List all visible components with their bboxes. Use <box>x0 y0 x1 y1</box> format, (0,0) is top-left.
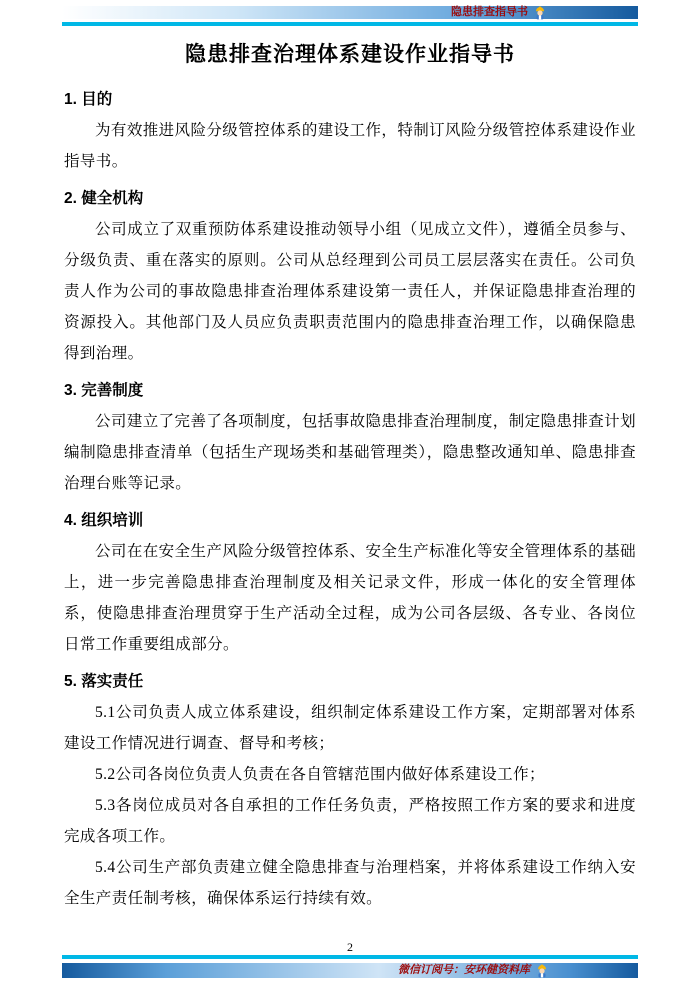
worker-icon <box>536 964 548 978</box>
paragraph: 5.1公司负责人成立体系建设，组织制定体系建设工作方案，定期部署对体系建设工作情况进行调查、督导和考核； <box>64 704 636 752</box>
paragraph: 公司在在安全生产风险分级管控体系、安全生产标准化等安全管理体系的基础上，进一步完善隐患排查治理制度及相关记录文件，形成一体化的安全管理体系，使隐患排查治理贯穿于生产活动全过程，成为公司各层级、各专业、各岗位日常工作重要组成部分。 <box>64 543 636 653</box>
paragraph: 为有效推进风险分级管控体系的建设工作，特制订风险分级管控体系建设作业指导书。 <box>64 122 636 170</box>
section-heading-responsibility: 5. 落实责任 <box>64 673 144 690</box>
footer-stripe <box>62 955 638 959</box>
paragraph: 公司成立了双重预防体系建设推动领导小组（见成立文件），遵循全员参与、分级负责、重在落实的原则。公司从总经理到公司员工层层落实在责任。公司负责人作为公司的事故隐患排查治理体系建设第一责任人，并保证隐患排查治理的资源投入。其他部门及人员应负责职责范围内的隐患排查治理工作，以确保隐患得到治理。 <box>64 221 636 362</box>
page-number: 2 <box>347 940 353 954</box>
footer-banner <box>62 963 638 978</box>
section-heading-organization: 2. 健全机构 <box>64 190 144 207</box>
section-heading-system: 3. 完善制度 <box>64 382 144 399</box>
footer-banner-text: 微信订阅号：安环健资料库 <box>398 964 530 976</box>
section-heading-training: 4. 组织培训 <box>64 512 144 529</box>
worker-icon <box>534 6 546 20</box>
paragraph: 5.2公司各岗位负责人负责在各自管辖范围内做好体系建设工作； <box>95 766 545 783</box>
header-banner-text: 隐患排查指导书 <box>451 6 528 18</box>
paragraph: 公司建立了完善了各项制度，包括事故隐患排查治理制度，制定隐患排查计划编制隐患排查清单（包括生产现场类和基础管理类），隐患整改通知单、隐患排查治理台账等记录。 <box>64 413 636 492</box>
header-banner <box>62 6 638 19</box>
paragraph: 5.3各岗位成员对各自承担的工作任务负责，严格按照工作方案的要求和进度完成各项工作。 <box>64 797 636 845</box>
page-title: 隐患排查治理体系建设作业指导书 <box>185 43 515 66</box>
section-heading-purpose: 1. 目的 <box>64 91 113 108</box>
header-stripe <box>62 22 638 26</box>
paragraph: 5.4公司生产部负责建立健全隐患排查与治理档案，并将体系建设工作纳入安全生产责任制考核，确保体系运行持续有效。 <box>64 859 636 907</box>
document-body <box>64 28 636 914</box>
